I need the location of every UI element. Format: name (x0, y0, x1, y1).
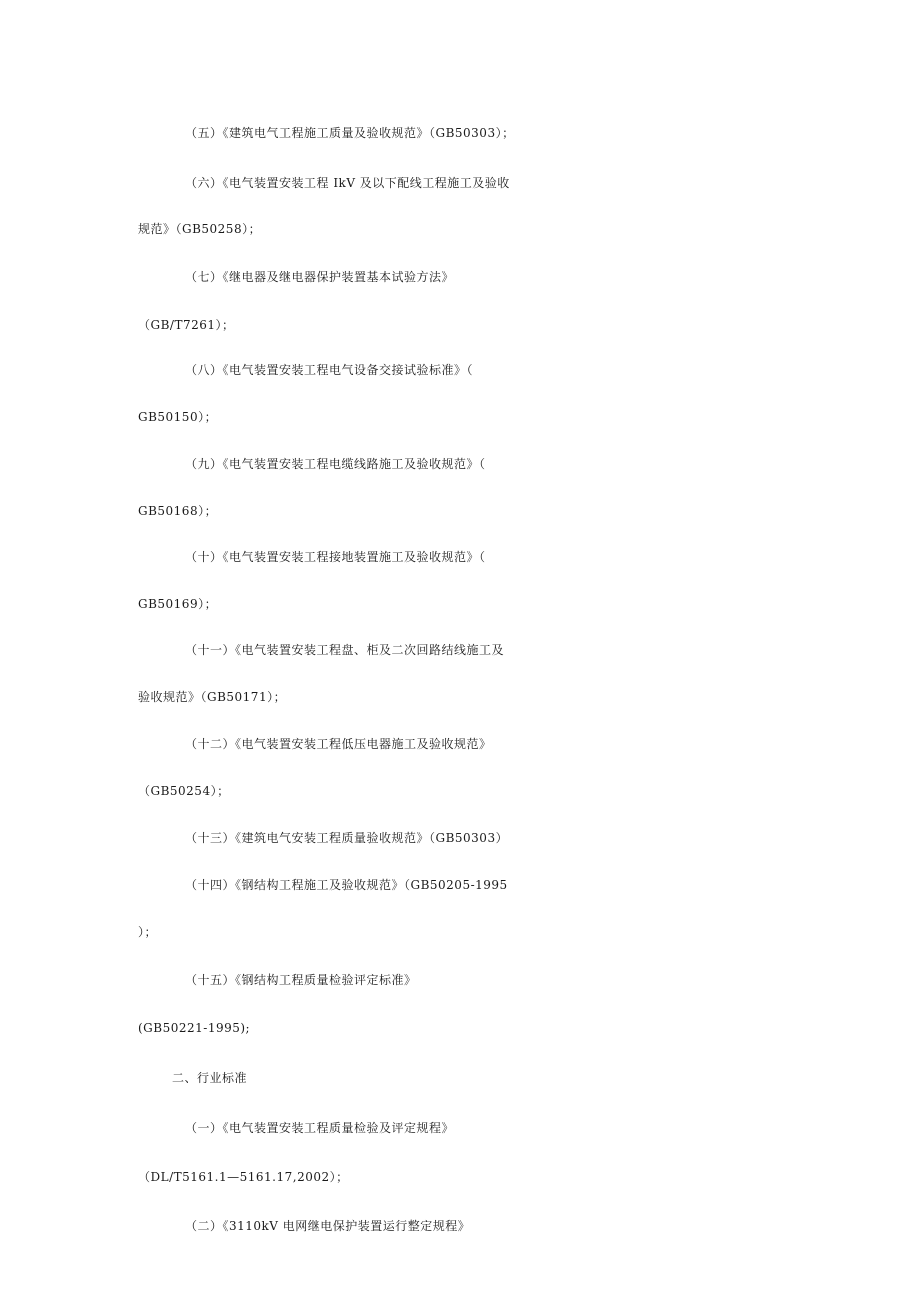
standard-item-10: （十）《电气装置安装工程接地装置施工及验收规范》（ (185, 550, 486, 564)
standard-item-7: （七）《继电器及继电器保护装置基本试验方法》 (185, 270, 455, 284)
standard-item-8: （八）《电气装置安装工程电气设备交接试验标准》（ (185, 363, 474, 377)
standard-item-5: （五）《建筑电气工程施工质量及验收规范》（GB50303）； (185, 126, 515, 140)
standard-item-7-cont: （GB/T7261）； (138, 318, 235, 332)
standard-item-10-cont: GB50169）； (138, 597, 218, 611)
industry-standard-item-1-cont: （DL/T5161.1—5161.17,2002）； (138, 1170, 349, 1184)
standard-item-14-cont: ）； (138, 925, 158, 939)
standard-item-8-cont: GB50150）； (138, 410, 218, 424)
standard-item-6: （六）《电气装置安装工程 IkV 及以下配线工程施工及验收 (185, 176, 510, 190)
standard-item-6-cont: 规范》（GB50258）； (138, 222, 262, 236)
standard-item-9: （九）《电气装置安装工程电缆线路施工及验收规范》（ (185, 457, 486, 471)
standard-item-15-cont: (GB50221-1995); (138, 1021, 251, 1035)
standard-item-12: （十二）《电气装置安装工程低压电器施工及验收规范》 (185, 737, 492, 751)
standard-item-15: （十五）《钢结构工程质量检验评定标准》 (185, 973, 417, 987)
standard-item-13: （十三）《建筑电气安装工程质量验收规范》（GB50303） (185, 831, 509, 845)
standard-item-11: （十一）《电气装置安装工程盘、柜及二次回路结线施工及 (185, 643, 505, 657)
industry-standard-item-2: （二）《3110kV 电网继电保护装置运行整定规程》 (185, 1219, 471, 1233)
standard-item-9-cont: GB50168）； (138, 504, 218, 518)
standard-item-12-cont: （GB50254）； (138, 784, 230, 798)
standard-item-11-cont: 验收规范》（GB50171）； (138, 690, 287, 704)
standard-item-14: （十四）《钢结构工程施工及验收规范》（GB50205-1995 (185, 878, 508, 892)
industry-standard-item-1: （一）《电气装置安装工程质量检验及评定规程》 (185, 1121, 455, 1135)
section-heading-industry-standards: 二、行业标准 (172, 1071, 248, 1085)
